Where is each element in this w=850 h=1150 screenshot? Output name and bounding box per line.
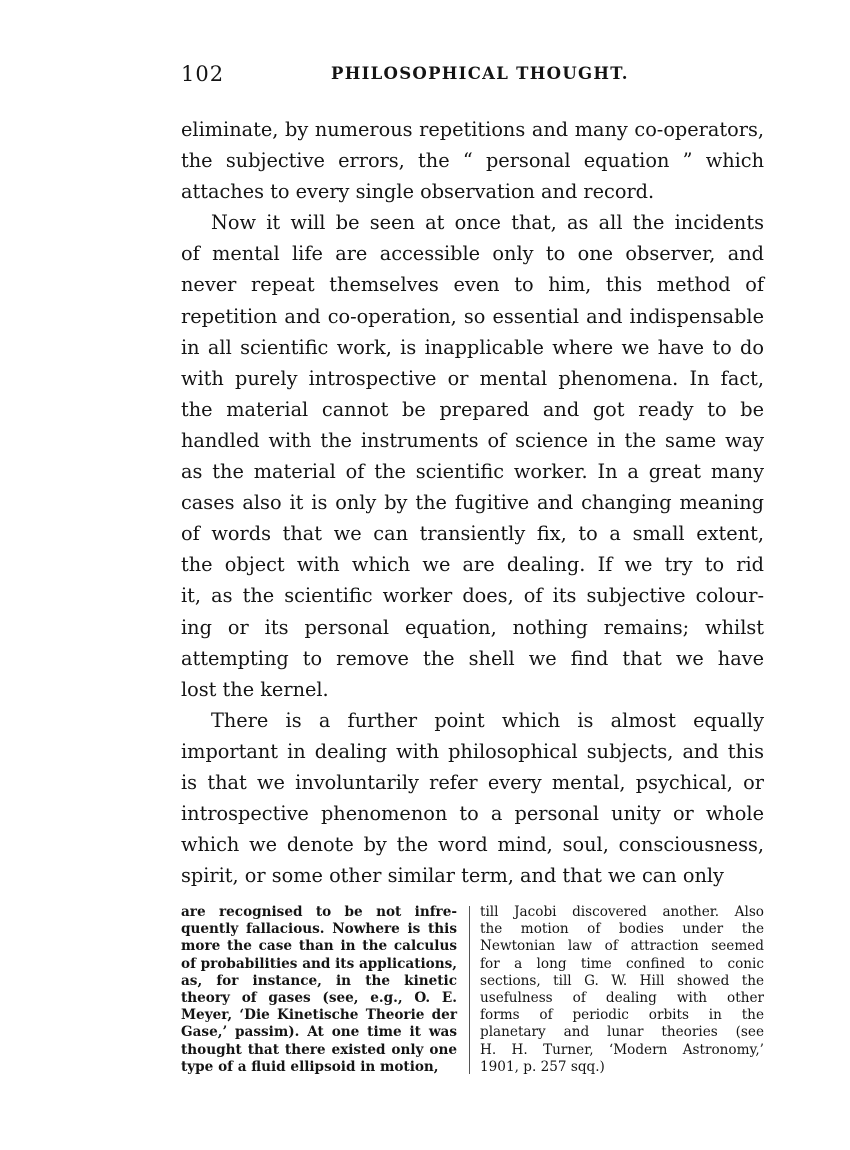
text-line: the object with which we are dealing. If we try to rid <box>181 553 764 577</box>
footnote-line: more the case than in the calculus <box>181 938 457 955</box>
text-line: never repeat themselves even to him, this method of <box>181 273 764 297</box>
footnote-line: Meyer, ‘Die Kinetische Theorie der <box>181 1007 457 1024</box>
text-line: the subjective errors, the “ personal equation ” which <box>181 149 764 173</box>
text-line: which we denote by the word mind, soul, consciousness, <box>181 833 764 857</box>
footnote-column-divider <box>469 906 470 1074</box>
text-line: introspective phenomenon to a personal unity or whole <box>181 802 764 826</box>
text-line: important in dealing with philosophical subjects, and this <box>181 739 764 763</box>
footnote-line: of probabilities and its applications, <box>181 955 457 972</box>
text-line: ing or its personal equation, nothing remains; whilst <box>181 615 764 639</box>
footnote-line: for a long time confined to conic <box>480 955 764 972</box>
text-line: attempting to remove the shell we find that we have <box>181 646 764 670</box>
footnote-line: H. H. Turner, ‘Modern Astronomy,’ <box>480 1041 764 1058</box>
text-line: the material cannot be prepared and got ready to be <box>181 397 764 421</box>
text-line: spirit, or some other similar term, and that we can only <box>181 864 724 888</box>
footnote-line: forms of periodic orbits in the <box>480 1007 764 1024</box>
footnote-column-right <box>480 904 764 1076</box>
footnote-line: type of a fluid ellipsoid in motion, <box>181 1058 439 1075</box>
text-line: as the material of the scientific worker. In a great many <box>181 460 764 484</box>
running-title: PHILOSOPHICAL THOUGHT. <box>331 64 629 83</box>
paragraph <box>181 207 764 705</box>
footnote-line: Gase,’ passim). At one time it was <box>181 1024 457 1041</box>
text-line: it, as the scientific worker does, of its subjective colour- <box>181 584 764 608</box>
text-line: repetition and co-operation, so essential and indispensable <box>181 304 764 328</box>
text-line: with purely introspective or mental phenomena. In fact, <box>181 366 764 390</box>
footnote-line: Newtonian law of attraction seemed <box>480 938 764 955</box>
text-line: in all scientific work, is inapplicable where we have to do <box>181 335 764 359</box>
paragraph <box>181 114 764 207</box>
text-line: attaches to every single observation and record. <box>181 180 655 204</box>
footnote-line: quently fallacious. Nowhere is this <box>181 921 457 938</box>
text-line: There is a further point which is almost equally <box>211 708 764 732</box>
footnote-line: as, for instance, in the kinetic <box>181 972 457 989</box>
footnote-line: planetary and lunar theories (see <box>480 1024 764 1041</box>
text-line: cases also it is only by the fugitive and changing meaning <box>181 491 764 515</box>
text-line: Now it will be seen at once that, as all the incidents <box>211 211 764 235</box>
text-line: of mental life are accessible only to one observer, and <box>181 242 764 266</box>
footnote-line: till Jacobi discovered another. Also <box>480 904 764 920</box>
running-header <box>181 62 764 92</box>
text-line: handled with the instruments of science in the same way <box>181 428 764 452</box>
text-line: of words that we can transiently fix, to a small extent, <box>181 522 764 546</box>
text-line: eliminate, by numerous repetitions and many co-operators, <box>181 118 764 141</box>
main-text <box>181 114 764 891</box>
footnote-line: are recognised to be not infre- <box>181 904 457 920</box>
text-line: is that we involuntarily refer every mental, psychical, or <box>181 770 764 794</box>
paragraph <box>181 705 764 892</box>
footnote-line: thought that there existed only one <box>181 1041 457 1058</box>
page-number: 102 <box>181 62 225 86</box>
footnote-line: sections, till G. W. Hill showed the <box>480 972 764 989</box>
footnotes <box>181 904 764 1094</box>
footnote-line: theory of gases (see, e.g., O. E. <box>181 990 457 1007</box>
text-line: lost the kernel. <box>181 677 329 701</box>
footnote-column-left <box>181 904 457 1076</box>
footnote-line: 1901, p. 257 sqq.) <box>480 1058 605 1075</box>
footnote-line: the motion of bodies under the <box>480 921 764 938</box>
footnote-line: usefulness of dealing with other <box>480 990 764 1007</box>
